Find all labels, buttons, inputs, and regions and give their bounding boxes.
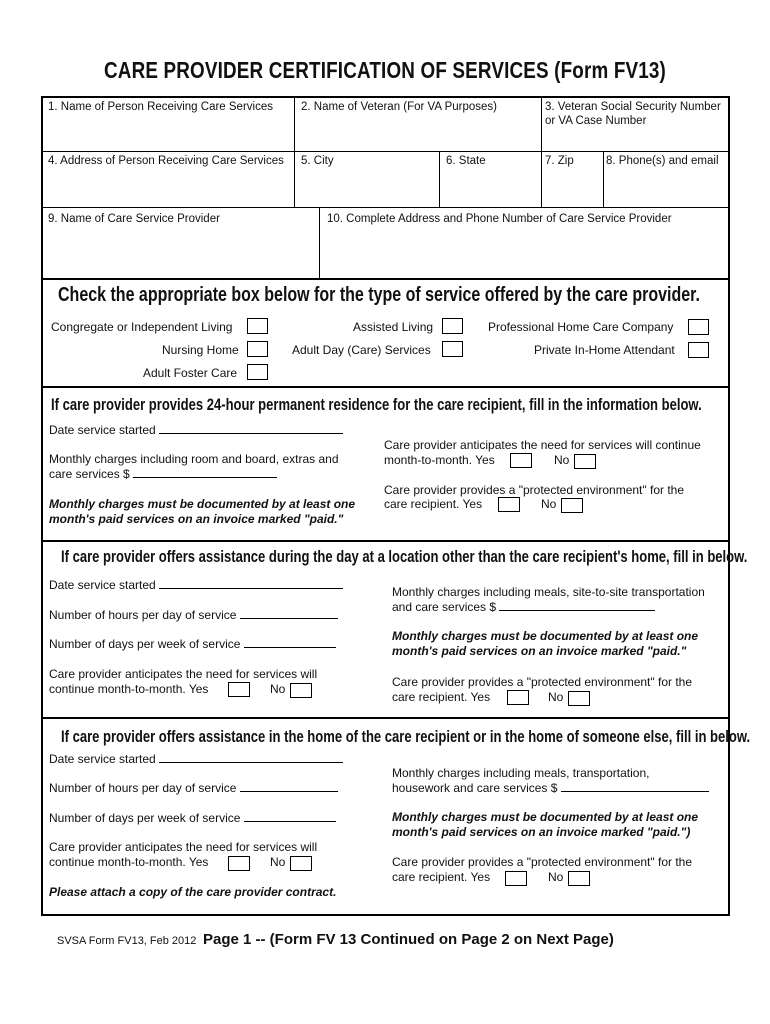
day-anticipates-no-label: No bbox=[270, 682, 286, 696]
home-anticipates-yes-label: continue month-to-month. Yes bbox=[49, 855, 209, 869]
in-home-heading: If care provider offers assistance in the home of the care recipient or in the home of someone else, fill in below. bbox=[61, 728, 751, 746]
divider bbox=[541, 151, 542, 207]
checkbox-foster[interactable] bbox=[247, 364, 268, 380]
option-label-professional: Professional Home Care Company bbox=[488, 320, 674, 334]
home-note-line1: Monthly charges must be documented by at least one bbox=[392, 810, 699, 824]
residence-monthly-text: care services $ bbox=[49, 467, 130, 481]
home-protected-no-label: No bbox=[548, 870, 564, 884]
day-monthly-field[interactable] bbox=[499, 600, 655, 611]
field-label-provider-address: 10. Complete Address and Phone Number of Care Service Provider bbox=[327, 213, 672, 225]
home-date-field[interactable] bbox=[159, 752, 343, 763]
residence-protected-line1: Care provider provides a "protected environment" for the bbox=[384, 483, 685, 497]
residence-anticipates-no-label: No bbox=[554, 453, 570, 467]
option-label-congregate: Congregate or Independent Living bbox=[51, 320, 233, 334]
day-anticipates-line1: Care provider anticipates the need for services will bbox=[49, 667, 318, 681]
home-protected-no-checkbox[interactable] bbox=[568, 871, 590, 886]
home-hours-label bbox=[49, 781, 338, 796]
residence-monthly-field[interactable] bbox=[133, 467, 277, 478]
home-anticipates-yes-checkbox[interactable] bbox=[228, 856, 250, 871]
day-days-text: Number of days per week of service bbox=[49, 637, 241, 651]
residence-monthly-line2 bbox=[49, 467, 277, 482]
divider bbox=[294, 151, 295, 207]
day-note-line1: Monthly charges must be documented by at least one bbox=[392, 629, 699, 643]
residence-anticipates-yes-label: month-to-month. Yes bbox=[384, 453, 495, 467]
home-anticipates-no-label: No bbox=[270, 855, 286, 869]
day-protected-no-label: No bbox=[548, 690, 564, 704]
divider bbox=[42, 207, 729, 208]
home-hours-text: Number of hours per day of service bbox=[49, 781, 237, 795]
home-days-field[interactable] bbox=[244, 811, 336, 822]
divider bbox=[42, 151, 729, 152]
checkbox-private[interactable] bbox=[688, 342, 709, 358]
checkbox-assisted[interactable] bbox=[442, 318, 463, 334]
residence-date-text: Date service started bbox=[49, 423, 156, 437]
day-days-label bbox=[49, 637, 336, 652]
day-protected-no-checkbox[interactable] bbox=[568, 691, 590, 706]
divider bbox=[319, 207, 320, 279]
home-monthly-text: housework and care services $ bbox=[392, 781, 558, 795]
checkbox-congregate[interactable] bbox=[247, 318, 268, 334]
residence-date-label bbox=[49, 423, 343, 438]
footer-page-note: Page 1 -- (Form FV 13 Continued on Page 2 on Next Page) bbox=[203, 931, 614, 948]
field-label-phone: 8. Phone(s) and email bbox=[606, 155, 719, 167]
field-label-provider-name: 9. Name of Care Service Provider bbox=[48, 213, 220, 225]
home-attach-note: Please attach a copy of the care provider contract. bbox=[49, 885, 337, 899]
day-hours-text: Number of hours per day of service bbox=[49, 608, 237, 622]
divider bbox=[603, 151, 604, 207]
checkbox-adult-day[interactable] bbox=[442, 341, 463, 357]
day-hours-label bbox=[49, 608, 338, 623]
service-type-heading: Check the appropriate box below for the type of service offered by the care provider. bbox=[58, 284, 700, 306]
divider bbox=[42, 386, 729, 388]
day-protected-yes-checkbox[interactable] bbox=[507, 690, 529, 705]
home-date-label bbox=[49, 752, 343, 767]
divider bbox=[42, 278, 729, 280]
footer-form-id: SVSA Form FV13, Feb 2012 bbox=[57, 935, 197, 947]
residence-protected-yes-checkbox[interactable] bbox=[498, 497, 520, 512]
day-days-field[interactable] bbox=[244, 637, 336, 648]
day-anticipates-yes-label: continue month-to-month. Yes bbox=[49, 682, 209, 696]
residence-date-field[interactable] bbox=[159, 423, 343, 434]
home-monthly-field[interactable] bbox=[561, 781, 709, 792]
field-label-ssn: 3. Veteran Social Security Number bbox=[545, 101, 721, 113]
home-date-text: Date service started bbox=[49, 752, 156, 766]
day-care-heading: If care provider offers assistance during the day at a location other than the care recipient's home, fill in below. bbox=[61, 548, 748, 566]
home-hours-field[interactable] bbox=[240, 781, 338, 792]
checkbox-nursing[interactable] bbox=[247, 341, 268, 357]
home-anticipates-no-checkbox[interactable] bbox=[290, 856, 312, 871]
divider bbox=[541, 97, 542, 151]
divider bbox=[294, 97, 295, 151]
residence-monthly-line1: Monthly charges including room and board, extras and bbox=[49, 452, 339, 466]
day-protected-yes-label: care recipient. Yes bbox=[392, 690, 491, 704]
residence-anticipates-no-checkbox[interactable] bbox=[574, 454, 596, 469]
home-days-text: Number of days per week of service bbox=[49, 811, 241, 825]
residence-note-line2: month's paid services on an invoice marked "paid." bbox=[49, 512, 344, 526]
home-protected-yes-checkbox[interactable] bbox=[505, 871, 527, 886]
residence-heading: If care provider provides 24-hour permanent residence for the care recipient, fill in the information below. bbox=[51, 396, 702, 414]
day-anticipates-no-checkbox[interactable] bbox=[290, 683, 312, 698]
home-monthly-line2 bbox=[392, 781, 709, 796]
residence-protected-no-label: No bbox=[541, 497, 557, 511]
home-protected-line1: Care provider provides a "protected environment" for the bbox=[392, 855, 693, 869]
divider bbox=[42, 540, 729, 542]
field-label-veteran-name: 2. Name of Veteran (For VA Purposes) bbox=[301, 101, 498, 113]
checkbox-professional[interactable] bbox=[688, 319, 709, 335]
residence-protected-yes-label: care recipient. Yes bbox=[384, 497, 483, 511]
option-label-nursing: Nursing Home bbox=[162, 343, 239, 357]
residence-note-line1: Monthly charges must be documented by at least one bbox=[49, 497, 356, 511]
day-monthly-text: and care services $ bbox=[392, 600, 497, 614]
home-days-label bbox=[49, 811, 336, 826]
day-monthly-line2 bbox=[392, 600, 655, 615]
day-anticipates-yes-checkbox[interactable] bbox=[228, 682, 250, 697]
option-label-assisted: Assisted Living bbox=[353, 320, 434, 334]
day-date-text: Date service started bbox=[49, 578, 156, 592]
page-title: CARE PROVIDER CERTIFICATION OF SERVICES (Form FV13) bbox=[103, 57, 667, 83]
option-label-foster: Adult Foster Care bbox=[143, 366, 238, 380]
home-monthly-line1: Monthly charges including meals, transportation, bbox=[392, 766, 650, 780]
residence-protected-no-checkbox[interactable] bbox=[561, 498, 583, 513]
residence-anticipates-yes-checkbox[interactable] bbox=[510, 453, 532, 468]
day-date-label bbox=[49, 578, 343, 593]
field-label-zip: 7. Zip bbox=[545, 155, 574, 167]
option-label-private: Private In-Home Attendant bbox=[534, 343, 675, 357]
day-protected-line1: Care provider provides a "protected environment" for the bbox=[392, 675, 693, 689]
field-label-va-case: or VA Case Number bbox=[545, 115, 647, 127]
day-note-line2: month's paid services on an invoice marked "paid." bbox=[392, 644, 687, 658]
day-hours-field[interactable] bbox=[240, 608, 338, 619]
field-label-person-name: 1. Name of Person Receiving Care Services bbox=[48, 101, 273, 113]
divider bbox=[42, 717, 729, 719]
home-protected-yes-label: care recipient. Yes bbox=[392, 870, 491, 884]
day-date-field[interactable] bbox=[159, 578, 343, 589]
day-monthly-line1: Monthly charges including meals, site-to-site transportation bbox=[392, 585, 705, 599]
field-label-city: 5. City bbox=[301, 155, 334, 167]
residence-anticipates-line1: Care provider anticipates the need for services will continue bbox=[384, 438, 701, 452]
home-anticipates-line1: Care provider anticipates the need for services will bbox=[49, 840, 318, 854]
divider bbox=[439, 151, 440, 207]
field-label-state: 6. State bbox=[446, 155, 486, 167]
home-note-line2: month's paid services on an invoice marked "paid.") bbox=[392, 825, 691, 839]
field-label-address: 4. Address of Person Receiving Care Services bbox=[48, 155, 284, 167]
option-label-adult-day: Adult Day (Care) Services bbox=[292, 343, 431, 357]
